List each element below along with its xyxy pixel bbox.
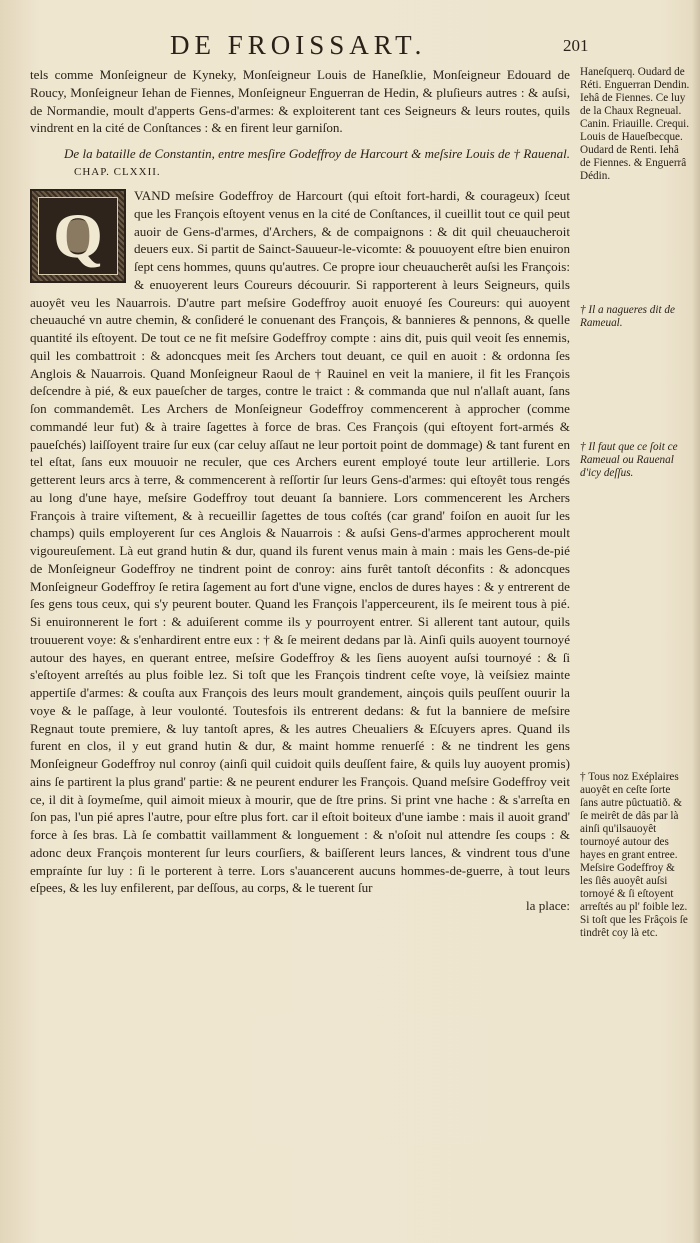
intro-paragraph: tels comme Monſeigneur de Kyneky, Monſeigneur Louis de Haneſklie, Monſeigneur Edouard de Roucy, Monſeigneur Iehan de Fiennes, Monſeigneur Enguerran de Hedin, & pluſieurs autres : & auſsi, de Normandie, moult d'apperts Gens-d'armes: & exploiterent tant ces Seigneurs & leurs routes, quils vindrent en la cité de Conſtances : & en firent leur garniſon. (30, 67, 570, 136)
margin-note-exemplaires: † Tous noz Exéplaires auoyêt en ceſte ſorte ſans autre pûctuatiõ. & ſe meirêt de dâs par là ainſi qu'ilsauoyêt tournoyé autour des hayes en grant entree. Meſsire Godeffroy & les ſiês auoyêt auſsi tornoyé & ſi eſtoyent arreſtés au pl' foible lez. Si toſt que les Frâçois ſe tindrêt coy là etc. (580, 771, 688, 939)
page-header (0, 30, 700, 60)
ornament-frame (38, 197, 118, 275)
drop-cap-ornament (30, 189, 126, 283)
chapter-title: De la bataille de Constantin, entre mesſire Godeffroy de Harcourt & meſsire Louis de † Rauenal. (64, 146, 570, 161)
running-title: DE FROISSART. (170, 30, 427, 60)
margin-note-rauenal: † Il faut que ce ſoit ce Rameual ou Rauenal d'icy deſſus. (580, 441, 678, 479)
page-number: 201 (563, 36, 589, 55)
margin-note-rameual: † Il a nagueres dit de Rameual. (580, 304, 675, 329)
drop-cap-letter: Q (53, 200, 103, 271)
page-edge-shadow (692, 0, 700, 1243)
closing-line: la place: (526, 898, 570, 913)
main-text-column (30, 66, 570, 915)
margin-note-names: Haneſquerq. Oudard de Réti. Enguerran Dendin. Iehâ de Fiennes. Ce luy de la Chaux Regneual. Canin. Friauille. Crequi. Louis de Haueſbecque. Oudard de Renti. Iehâ de Fiennes. & Enguerrâ Dédin. (580, 66, 690, 182)
main-paragraph: VAND meſsire Godeffroy de Harcourt (qui eſtoit fort-hardi, & courageux) ſceut que les François eſtoyent venus en la cité de Conſtances, il cueillit tout ce quil peut auoir de Gens-d'armes, d'Archers, & de compaignons : & dit quil cheuaucheroit deuers eux. Si partit de Sainct-Sauueur-le-vicomte: & pouuoyent eſtre bien enuiron ſept cens hommes, quuns qu'autres. Ce propre iour cheuaucherêt auſsi les François: & enuoyerent leurs Coureurs découurir. Si rapporterent à leurs Seigneurs, quils auoyêt veu les Nauarrois. D'autre part meſsire Godeffroy auoit enuoyé ſes Coureurs: qui auoyent cheuauché vn autre chemin, & conſideré le conuenant des François, & bannieres & pennons, & quelle quantité ils eſtoyent. De tout ce ne fit meſsire Godeffroy compte : ains dit, puis quil veoit ſes ennemis, quil les combattroit : & adoncques meit ſes Archers tout deuant, ce quil en auoit : & ordonna ſes Anglois & Nauarrois. Quand Monſeigneur Raoul de † Rauinel en veit la maniere, il fit les François deſcendre à pié, & eux paueſcher de targes, contre le traict : & commanda que nul n'allaſt auant, ſans ſon commandemêt. Les Archers de Monſeigneur Godeffroy commencerent à approcher (comme commandé leur fut) & à traire ſagettes à force de bras. Ces François (qui eſtoyent fort-armés & paueſchés) laiſſoyent traire ſur eux (car celuy aſſaut ne leur portoit point de dommage) & tant furent en tel eſtat, ſans eux mouuoir ne reculer, que ces Archers eurent employé toute leur artillerie. Lors getterent leurs arcs à terre, & commencerent à reſſortir ſur leurs Gens-d'armes: qui eſtoyêt tous rengés au long d'une haye, meſsire Godeffroy tout deuant ſa banniere. Lors commencerent les Archers François à traire viſtement, & à recueillir ſagettes de tous coſtés (car grand' foiſon en auoit ſur les champs) quils employerent ſur ces Anglois & Nauarrois : & auſsi Gens-d'armes approcherent moult vigoureuſement. Là eut grand hutin & dur, quand ils furent venus main à main : mais les Gens-de-pié de Monſeigneur Godeffroy ne tindrent point de conroy: ains furêt tantoſt déconfits : & adoncques Monſeigneur Godeffroy ſe retira ſagement au fort d'une vigne, enclos de dures hayes : & y entrerent de ſes gens tous ceux, qui s'y peurent bouter. Quand les François l'apperceurent, ils ſe meirent tous à pié. Si enuironnerent le fort : & aduiſerent comme ils y pourroyent entrer. Si allerent tant autour, quils trouuerent voye: & s'enhardirent entre eux : † & ſe meirent dedans par là. Ainſi quils auoyent tournoyé autour des hayes, en querant entree, meſsire Godeffroy & les ſiens auoyent auſsi tournoyé : & ſi s'eſtoyent arreſtés au plus foible lez. Si toſt que les François tindrent ceſte voye, là veiſsiez mainte appertiſe d'armes: & couſta aux François des leurs moult grandement, ainçois quils peuſſent ouurir la voye & le paſſage, à leur voulonté. Toutesfois ils entrerent dedans: & fut la banniere de meſsire Regnaut toute premiere, & luy tantoſt apres, & les autres Cheualiers & Eſcuyers apres. Quand ils furent en clos, il y eut grand hutin & dur, & maint homme renuerſé : & ne tindrent les gens Monſeigneur Godeffroy nul conroy (ainſi quil cuidoit quils deuſſent faire, & quils luy auoyent promis) ains ſe partirent la plus grand' partie: & ne peurent endurer les François. Quand meſsire Godeffroy veit ce, il dit à ſoymeſme, quil aimoit mieux à mourir, que de ſtre prins. Si print vne hache : & s'arreſta en ſon pas, l'un pié apres l'autre, pour eſtre plus fort. car il eſtoit boiteux d'une iambe : mais il auoit grand' force à ſes bras. Là ſe combattit vaillamment & longuement : & n'oſoit nul attendre ſes coups : & adonc deux François monterent ſur leurs courſiers, & baiſſerent leurs lances, & vindrent tous d'une empraínte ſur luy : ſi le porterent à terre. Lors s'auancerent aucuns hommes-de-guerre, à tout leurs eſpees, & les luy enfilerent, par deſſous, au corps, & le tuerent ſur (30, 188, 570, 896)
chapter-heading (30, 145, 570, 181)
chapter-number: CHAP. CLXXII. (74, 166, 161, 178)
